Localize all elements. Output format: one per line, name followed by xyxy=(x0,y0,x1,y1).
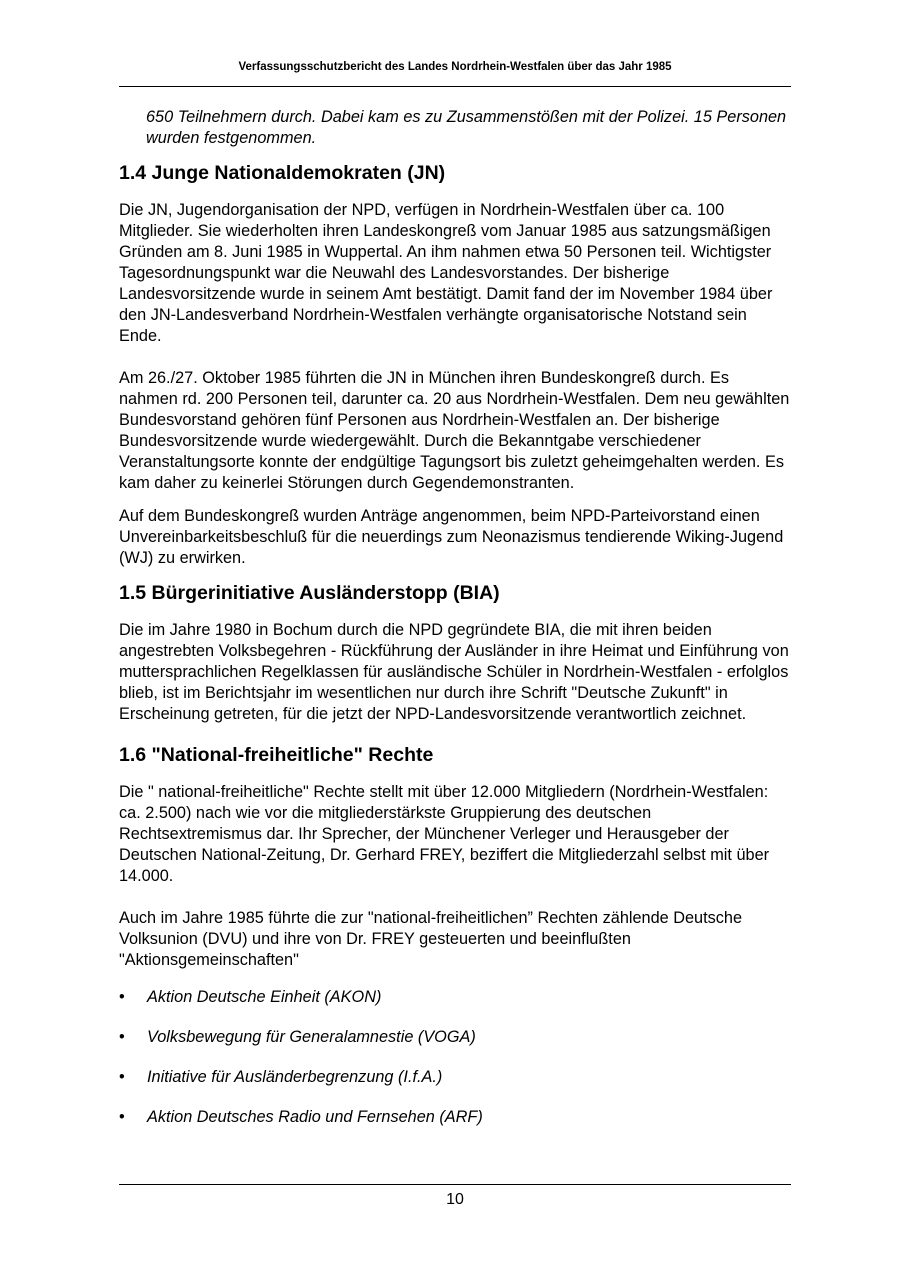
page-header: Verfassungsschutzbericht des Landes Nordrhein-Westfalen über das Jahr 1985 xyxy=(238,61,672,73)
list-item-text: Aktion Deutsches Radio und Fernsehen (ARF) xyxy=(147,1108,483,1126)
bullet-icon: • xyxy=(119,1068,125,1086)
list-item-text: Volksbewegung für Generalamnestie (VOGA) xyxy=(147,1028,476,1046)
paragraph: Am 26./27. Oktober 1985 führten die JN in München ihren Bundeskongreß durch. Es nahmen rd. 200 Personen teil, darunter ca. 20 aus Nordrhein-Westfalen. Dem neu gewählten Bundesvorstand gehören fünf Personen aus Nordrhein-Westfalen an. Der bisherige Bundesvorsitzende wurde wiedergewählt. Durch die Bekanntgabe verschiedener Veranstaltungsorte konnte der endgültige Tagungsort bis zuletzt geheimgehalten werden. Es kam daher zu keinerlei Störungen durch Gegendemonstranten. xyxy=(119,369,790,492)
intro-paragraph: 650 Teilnehmern durch. Dabei kam es zu Zusammenstößen mit der Polizei. 15 Personen wurden festgenommen. xyxy=(146,108,787,147)
bullet-icon: • xyxy=(119,1108,125,1126)
list-item xyxy=(119,1067,791,1088)
paragraph: Auf dem Bundeskongreß wurden Anträge angenommen, beim NPD-Parteivorstand einen Unvereinbarkeitsbeschluß für die neuerdings zum Neonazismus tendierende Wiking-Jugend (WJ) zu erwirken. xyxy=(119,507,784,567)
paragraph: Die JN, Jugendorganisation der NPD, verfügen in Nordrhein-Westfalen über ca. 100 Mitglieder. Sie wiederholten ihren Landeskongreß vom Januar 1985 aus satzungsmäßigen Gründen am 8. Juni 1985 in Wuppertal. An ihm nahmen etwa 50 Personen teil. Wichtigster Tagesordnungspunkt war die Neuwahl des Landesvorstandes. Der bisherige Landesvorsitzende wurde in seinem Amt bestätigt. Damit fand der im November 1984 über den JN-Landesverband Nordrhein-Westfalen verhängte organisatorische Notstand sein Ende. xyxy=(119,201,773,345)
page-content xyxy=(119,107,791,1147)
header-rule xyxy=(119,86,791,87)
list-item-text: Aktion Deutsche Einheit (AKON) xyxy=(147,988,382,1006)
section-heading-jn: 1.4 Junge Nationaldemokraten (JN) xyxy=(119,162,446,184)
bullet-icon: • xyxy=(119,1028,125,1046)
section-heading-bia: 1.5 Bürgerinitiative Ausländerstopp (BIA) xyxy=(119,582,500,604)
list-item xyxy=(119,987,791,1008)
paragraph: Die im Jahre 1980 in Bochum durch die NPD gegründete BIA, die mit ihren beiden angestrebten Volksbegehren - Rückführung der Ausländer in ihre Heimat und Einführung von muttersprachlichen Regelklassen für ausländische Schüler in Nordrhein-Westfalen - erfolglos blieb, ist im Berichtsjahr im wesentlichen nur durch ihre Schrift "Deutsche Zukunft" in Erscheinung getreten, für die jetzt der NPD-Landesvorsitzende verantwortlich zeichnet. xyxy=(119,621,789,723)
organization-list xyxy=(119,987,791,1128)
paragraph: Die " national-freiheitliche" Rechte stellt mit über 12.000 Mitgliedern (Nordrhein-Westfalen: ca. 2.500) nach wie vor die mitgliederstärkste Gruppierung des deutschen Rechtsextremismus dar. Ihr Sprecher, der Münchener Verleger und Herausgeber der Deutschen National-Zeitung, Dr. Gerhard FREY, beziffert die Mitgliederzahl selbst mit über 14.000. xyxy=(119,783,770,885)
list-item xyxy=(119,1107,791,1128)
section-heading-national-freiheitliche: 1.6 "National-freiheitliche" Rechte xyxy=(119,744,434,766)
paragraph: Auch im Jahre 1985 führte die zur "national-freiheitlichen” Rechten zählende Deutsche Volksunion (DVU) und ihre von Dr. FREY gesteuerten und beeinflußten "Aktionsgemeinschaften" xyxy=(119,909,743,969)
page-number: 10 xyxy=(446,1191,464,1208)
bullet-icon: • xyxy=(119,988,125,1006)
list-item-text: Initiative für Ausländerbegrenzung (I.f.A.) xyxy=(147,1068,443,1086)
footer-rule xyxy=(119,1184,791,1185)
list-item xyxy=(119,1027,791,1048)
